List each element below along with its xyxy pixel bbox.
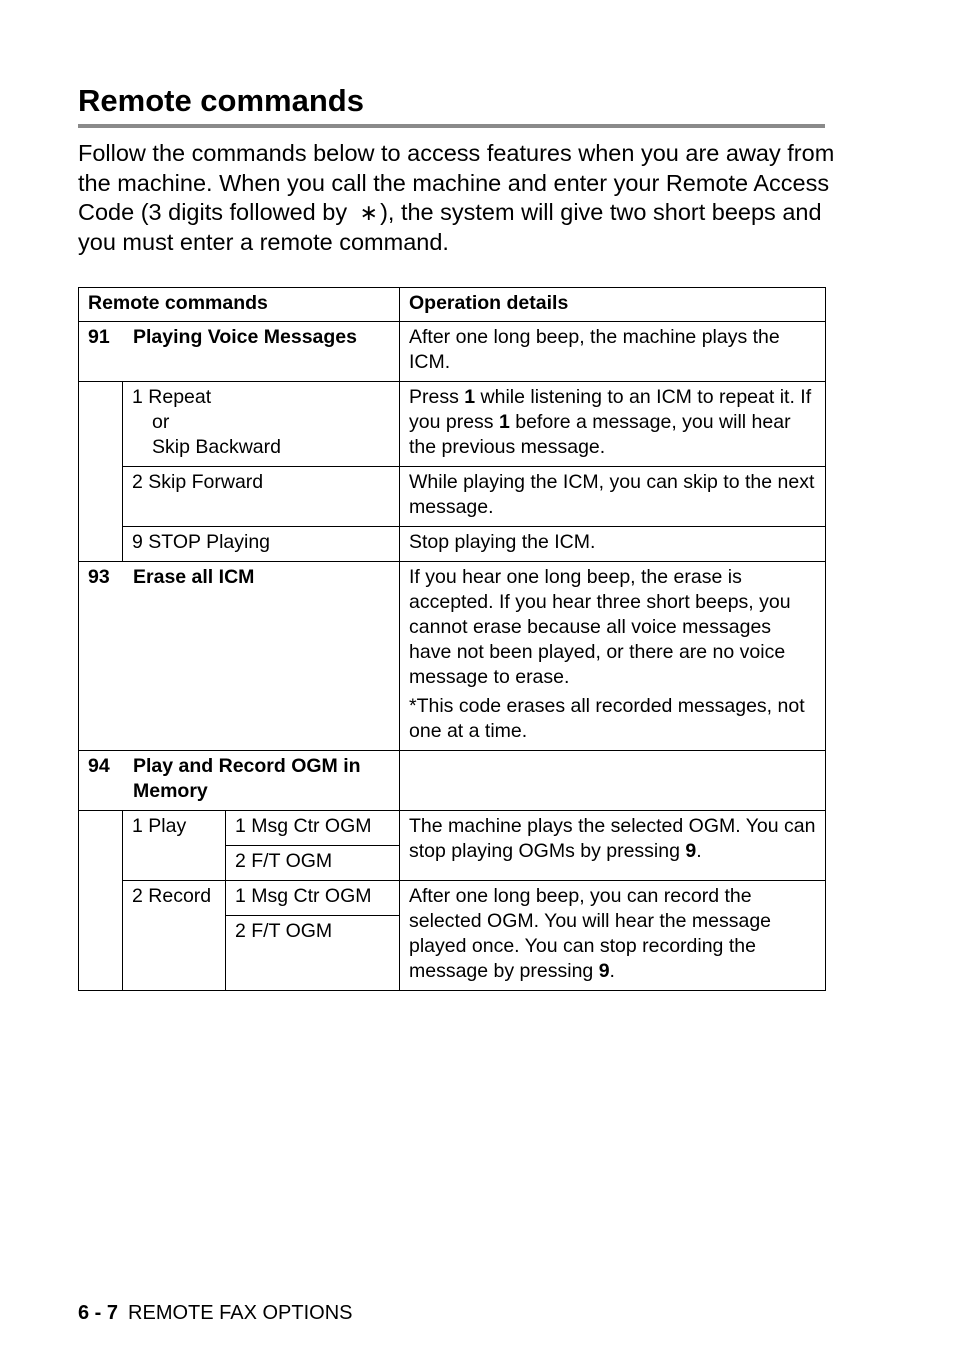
intro-text-after: ), the system will give two short beeps and you must enter a remote command. <box>78 199 822 256</box>
cmd-93-note: *This code erases all recorded messages, not one at a time. <box>409 695 805 742</box>
header-remote-commands: Remote commands <box>79 288 400 322</box>
cmd-93-label: Erase all ICM <box>133 566 255 588</box>
remote-commands-table <box>78 287 826 991</box>
table-row <box>79 467 826 527</box>
page-number: 6 - 7 <box>78 1302 119 1324</box>
record-key: 9 <box>598 960 610 982</box>
cmd-91-code: 91 <box>88 326 110 348</box>
cmd-94-cell <box>79 751 400 811</box>
cmd-91-spacer <box>79 382 123 562</box>
repeat-key: 1 <box>498 411 510 433</box>
cmd-91-skip-label: 2 Skip Forward <box>123 467 400 527</box>
page-title: Remote commands <box>78 83 364 118</box>
play-key: 9 <box>685 840 697 862</box>
cmd-94-detail-empty <box>400 751 826 811</box>
cmd-93-code: 93 <box>88 566 110 588</box>
cmd-91-cell <box>79 322 400 382</box>
cmd-91-skip-detail: While playing the ICM, you can skip to the next message. <box>400 467 826 527</box>
table-row <box>79 881 826 916</box>
cmd-94-record-opt1: 1 Msg Ctr OGM <box>226 881 400 916</box>
table-row <box>79 382 826 467</box>
page-footer <box>78 1300 353 1326</box>
intro-paragraph <box>78 139 838 258</box>
table-row <box>79 527 826 562</box>
cmd-93-cell <box>79 562 400 751</box>
cmd-91-label: Playing Voice Messages <box>133 326 357 348</box>
cmd-94-code: 94 <box>88 755 110 777</box>
table-row <box>79 322 826 382</box>
play-detail-part: . <box>696 840 702 862</box>
star-key-icon: ∗ <box>359 200 379 226</box>
cmd-91-repeat-detail <box>400 382 826 467</box>
cmd-91-repeat-or: or <box>152 411 170 433</box>
cmd-94-record-opt2: 2 F/T OGM <box>226 916 400 991</box>
record-detail-part: . <box>609 960 615 982</box>
cmd-91-stop-detail: Stop playing the ICM. <box>400 527 826 562</box>
record-detail-part: After one long beep, you can record the selected OGM. You will hear the message played once. You can stop recording the message by pressing <box>409 885 772 982</box>
play-detail-part: The machine plays the selected OGM. You can stop playing OGMs by pressing <box>409 815 816 862</box>
cmd-94-record-label: 2 Record <box>123 881 226 991</box>
cmd-94-play-opt1: 1 Msg Ctr OGM <box>226 811 400 846</box>
footer-section: REMOTE FAX OPTIONS <box>128 1302 353 1324</box>
table-row <box>79 811 826 846</box>
cmd-93-detail-cell <box>400 562 826 751</box>
cmd-91-repeat-label: 1 Repeat <box>132 386 212 408</box>
cmd-94-record-detail <box>400 881 826 991</box>
cmd-91-detail: After one long beep, the machine plays the ICM. <box>400 322 826 382</box>
repeat-detail-part: while listening to an ICM to repeat it. If you press <box>409 386 812 433</box>
cmd-93-detail: If you hear one long beep, the erase is accepted. If you hear three short beeps, you cannot erase because all voice messages have not been played, or there are no voice message to erase. <box>409 566 791 688</box>
title-rule <box>78 124 825 128</box>
cmd-91-repeat-back: Skip Backward <box>152 436 281 458</box>
cmd-94-play-opt2: 2 F/T OGM <box>226 846 400 881</box>
cmd-94-play-detail <box>400 811 826 881</box>
table-row <box>79 562 826 751</box>
repeat-detail-part: before a message, you will hear the previous message. <box>409 411 791 458</box>
header-operation-details: Operation details <box>400 288 826 322</box>
table-header-row <box>79 288 826 322</box>
cmd-94-spacer <box>79 811 123 991</box>
repeat-detail-part: Press <box>409 386 465 408</box>
cmd-94-play-label: 1 Play <box>123 811 226 881</box>
cmd-94-label: Play and Record OGM in Memory <box>133 755 361 802</box>
table-row <box>79 751 826 811</box>
intro-text-before: Follow the commands below to access features when you are away from the machine. When you call the machine and enter your Remote Access Code (3 digits followed by <box>78 140 835 226</box>
cmd-91-stop-label: 9 STOP Playing <box>123 527 400 562</box>
repeat-key: 1 <box>464 386 476 408</box>
cmd-91-repeat-cell <box>123 382 400 467</box>
